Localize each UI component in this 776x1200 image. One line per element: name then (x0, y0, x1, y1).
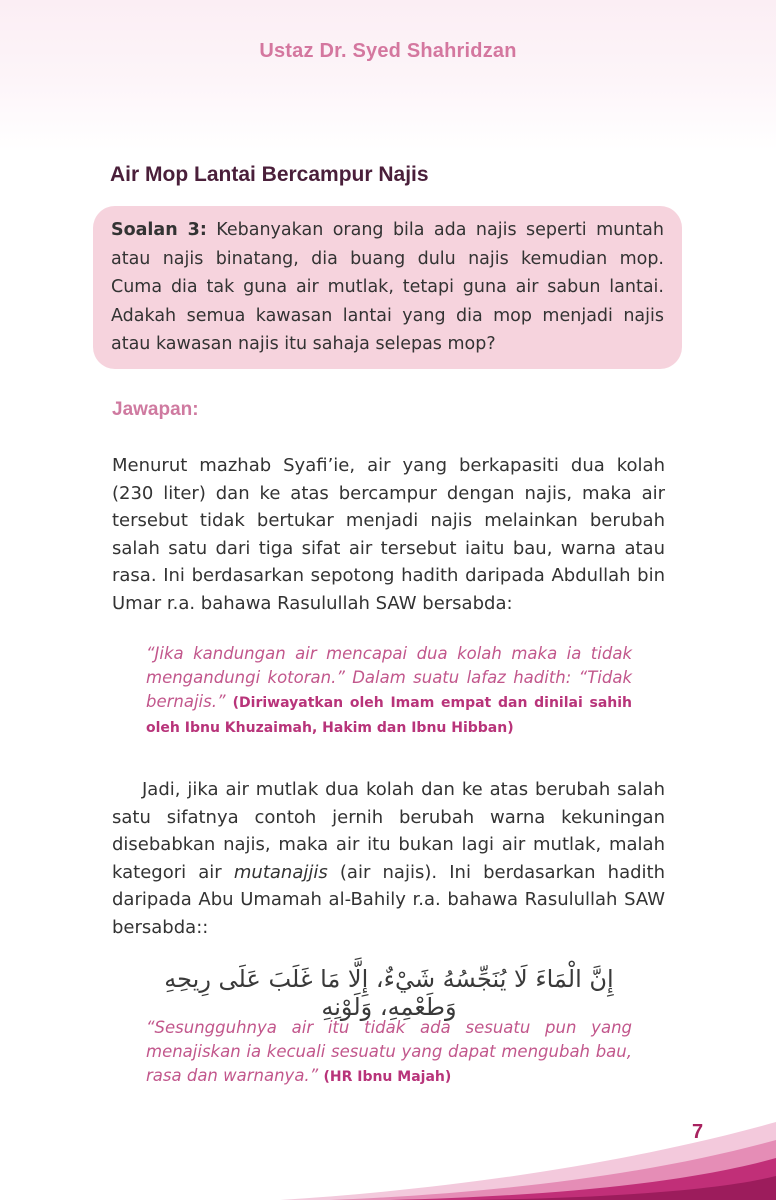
paragraph-2-start: Jadi, jika air mutlak dua kolah dan ke atas berubah salah satu sifatnya contoh jernih berubah warna kekuningan disebabkan najis, maka air itu bukan lagi air mutlak, malah kategori air (112, 779, 665, 883)
hadith-quote-1 (146, 642, 632, 740)
hadith-quote-2-citation: (HR Ibnu Majah) (323, 1069, 452, 1085)
running-header-author: Ustaz Dr. Syed Shahridzan (259, 40, 517, 62)
question-text (111, 216, 664, 359)
question-box (93, 206, 682, 369)
hadith-quote-1-citation: (Diriwayatkan oleh Imam empat dan dinilai sahih oleh Ibnu Khuzaimah, Hakim dan Ibnu Hibban) (146, 695, 632, 736)
term-mutanajjis: mutanajjis (233, 861, 328, 883)
hadith-quote-2 (146, 1016, 632, 1089)
hadith-quote-1-text: “Jika kandungan air mencapai dua kolah maka ia tidak mengandungi kotoran.” Dalam suatu lafaz hadith: “Tidak bernajis.” (146, 644, 632, 711)
section-title: Air Mop Lantai Bercampur Najis (110, 163, 429, 186)
question-body: Kebanyakan orang bila ada najis seperti muntah atau najis binatang, dia buang dulu najis kemudian mop. Cuma dia tak guna air mutlak, tetapi guna air sabun lantai. Adakah semua kawasan lantai yang dia mop menjadi najis atau kawasan najis itu sahaja selepas mop? (111, 220, 664, 354)
arabic-hadith-text: إِنَّ الْمَاءَ لَا يُنَجِّسُهُ شَيْءٌ، إِلَّا مَا غَلَبَ عَلَى رِيحِهِ وَطَعْمِهِ، وَلَوْنِهِ (164, 965, 614, 1021)
paragraph-2-end: (air najis). Ini berdasarkan hadith daripada Abu Umamah al-Bahily r.a. bahawa Rasulullah SAW bersabda:: (112, 861, 666, 938)
answer-paragraph-2 (112, 776, 665, 941)
question-label: Soalan 3: (111, 220, 207, 240)
page-number: 7 (692, 1121, 704, 1143)
hadith-quote-2-text: “Sesungguhnya air itu tidak ada sesuatu pun yang menajiskan ia kecuali sesuatu yang dapat mengubah bau, rasa dan warnanya.” (146, 1018, 632, 1085)
footer-swoosh (0, 1100, 776, 1200)
header-background (0, 0, 776, 150)
answer-paragraph-1: Menurut mazhab Syafi’ie, air yang berkapasiti dua kolah (230 liter) dan ke atas bercampur dengan najis, maka air tersebut tidak bertukar menjadi najis melainkan berubah salah satu dari tiga sifat air tersebut iaitu bau, warna atau rasa. Ini berdasarkan sepotong hadith daripada Abdullah bin Umar r.a. bahawa Rasulullah SAW bersabda: (112, 455, 665, 614)
answer-label: Jawapan: (112, 399, 199, 420)
